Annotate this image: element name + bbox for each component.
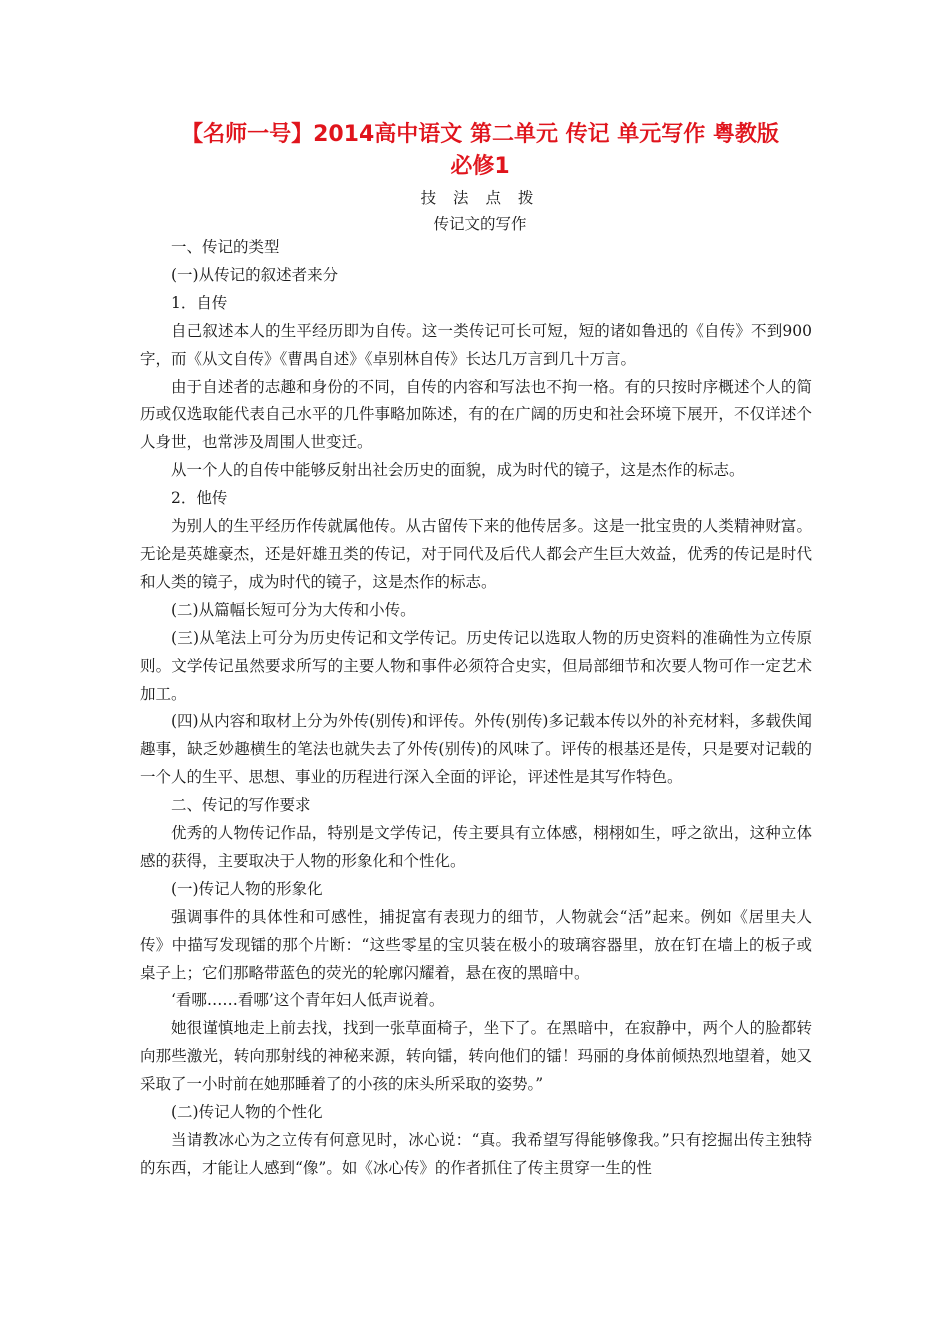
heading-biography: 2．他传 <box>171 489 228 508</box>
document-body <box>140 234 812 1183</box>
heading-requirements: 二、传记的写作要求 <box>171 796 311 815</box>
subheading: 传记文的写作 <box>433 215 527 233</box>
paragraph: 从一个人的自传中能够反射出社会历史的面貌，成为时代的镜子，这是杰作的标志。 <box>171 461 745 480</box>
heading-imagery: (一)传记人物的形象化 <box>171 879 323 898</box>
paragraph: 自己叙述本人的生平经历即为自传。这一类传记可长可短，短的诸如鲁迅的《自传》不到900字，而《从文自传》《曹禺自述》《卓别林自传》长达几万言到几十万言。 <box>140 321 812 368</box>
heading-by-narrator: (一)从传记的叙述者来分 <box>171 265 339 284</box>
document-title-line2: 必修1 <box>450 154 510 179</box>
paragraph: ‘看哪……看哪’这个青年妇人低声说着。 <box>171 991 445 1010</box>
paragraph: (三)从笔法上可分为历史传记和文学传记。历史传记以选取人物的历史资料的准确性为立传原则。文学传记虽然要求所写的主要人物和事件必须符合史实，但局部细节和次要人物可作一定艺术加工。 <box>140 628 812 703</box>
paragraph: (四)从内容和取材上分为外传(别传)和评传。外传(别传)多记载本传以外的补充材料，多载佚闻趣事，缺乏妙趣横生的笔法也就失去了外传(别传)的风味了。评传的根基还是传，只是要对记载的一个人的生平、思想、事业的历程进行深入全面的评论，评述性是其写作特色。 <box>140 712 812 787</box>
heading-autobiography: 1．自传 <box>171 293 228 312</box>
paragraph: (二)从篇幅长短可分为大传和小传。 <box>171 600 416 619</box>
paragraph: 为别人的生平经历作传就属他传。从古留传下来的他传居多。这是一批宝贵的人类精神财富。无论是英雄豪杰，还是奸雄丑类的传记，对于同代及后代人都会产生巨大效益，优秀的传记是时代和人类的镜子，成为时代的镜子，这是杰作的标志。 <box>140 517 812 591</box>
paragraph: 当请教冰心为之立传有何意见时，冰心说：“真。我希望写得能够像我。”只有挖掘出传主独特的东西，才能让人感到“像”。如《冰心传》的作者抓住了传主贯穿一生的性 <box>140 1131 812 1177</box>
heading-individuality: (二)传记人物的个性化 <box>171 1103 323 1122</box>
paragraph: 优秀的人物传记作品，特别是文学传记，传主要具有立体感，栩栩如生，呼之欲出，这种立体感的获得，主要取决于人物的形象化和个性化。 <box>140 824 812 870</box>
section-heading: 技 法 点 拨 <box>420 189 540 207</box>
heading-types: 一、传记的类型 <box>171 238 280 256</box>
paragraph: 强调事件的具体性和可感性，捕捉富有表现力的细节，人物就会“活”起来。例如《居里夫人传》中描写发现镭的那个片断：“这些零星的宝贝装在极小的玻璃容器里，放在钉在墙上的板子或桌子上；它们那略带蓝色的荧光的轮廓闪耀着，悬在夜的黑暗中。 <box>140 907 812 982</box>
paragraph: 她很谨慎地走上前去找，找到一张草面椅子，坐下了。在黑暗中，在寂静中，两个人的脸都转向那些激光，转向那射线的神秘来源，转向镭，转向他们的镭！玛丽的身体前倾热烈地望着，她又采取了一小时前在她那睡着了的小孩的床头所采取的姿势。” <box>140 1019 812 1094</box>
paragraph: 由于自述者的志趣和身份的不同，自传的内容和写法也不拘一格。有的只按时序概述个人的简历或仅选取能代表自己水平的几件事略加陈述，有的在广阔的历史和社会环境下展开，不仅详述个人身世，也常涉及周围人世变迁。 <box>140 377 812 452</box>
document-title: 【名师一号】2014高中语文 第二单元 传记 单元写作 粤教版 <box>181 122 779 147</box>
